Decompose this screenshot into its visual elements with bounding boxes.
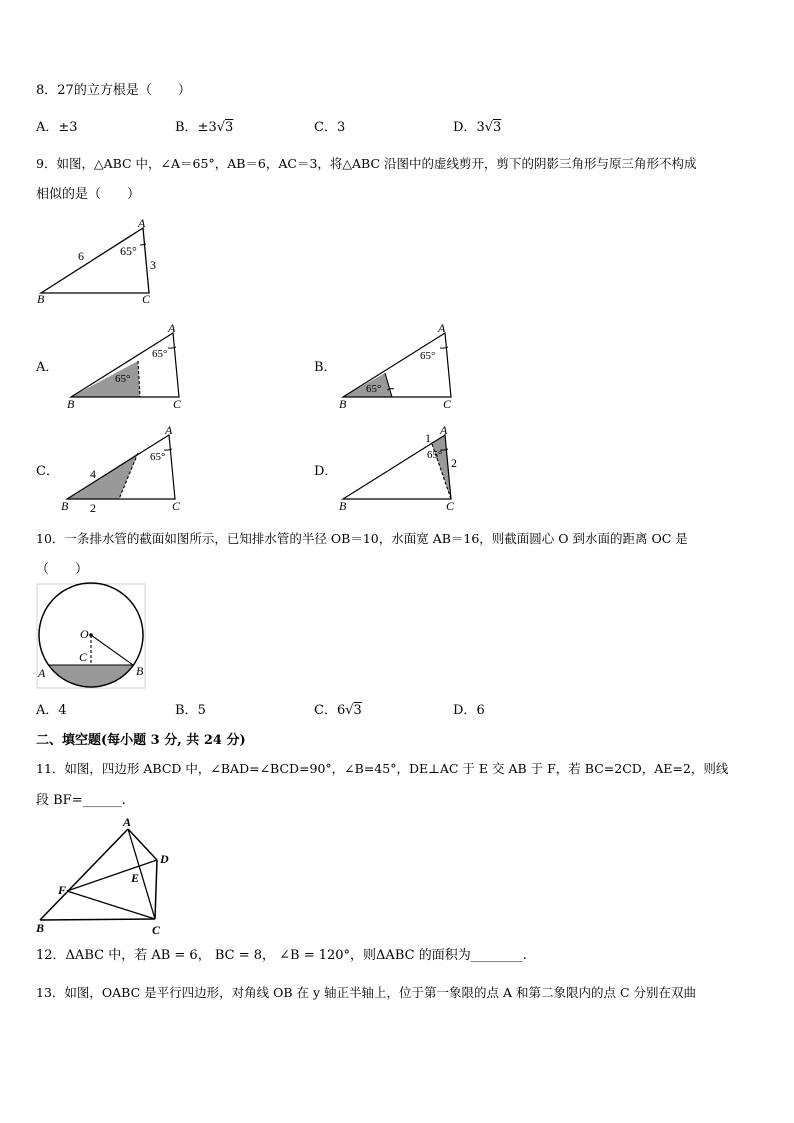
- vertex-a-label: A: [138, 216, 146, 230]
- point-e-label: E: [131, 871, 140, 885]
- vertex-a-label: A: [168, 321, 176, 335]
- q10-option-d: D．6: [453, 703, 485, 718]
- q9-option-b-figure: [332, 320, 462, 415]
- q10-option-b: B．5: [175, 703, 206, 718]
- segment-length-1: 1: [425, 431, 431, 445]
- q9-main-triangle-figure: [30, 215, 160, 305]
- vertex-b-label: B: [61, 499, 69, 513]
- sqrt-radical-icon: √: [345, 703, 354, 718]
- q8-option-c: C．3: [314, 120, 346, 135]
- vertex-b-label: B: [67, 397, 75, 411]
- point-a-label: A: [38, 666, 46, 680]
- side-ac-length: 3: [150, 258, 156, 272]
- q12-stem: 12．ΔABC 中，若 AB = 6， BC = 8， ∠B = 120°，则ΔABC 的面积为________.: [36, 948, 527, 963]
- vertex-a-label: A: [438, 321, 446, 335]
- sqrt-radical-icon: √: [484, 120, 494, 135]
- q9-option-c-letter: C．: [36, 464, 59, 479]
- angle-a-label: 65°: [427, 449, 443, 461]
- vertex-b-label: B: [339, 397, 347, 411]
- vertex-c-label: C: [142, 292, 151, 306]
- vertex-b-label: B: [37, 292, 45, 306]
- q10-stem-line1: 10．一条排水管的截面如图所示，已知排水管的半径 OB＝10，水面宽 AB＝16，则截面圆心 O 到水面的距离 OC 是: [36, 531, 688, 546]
- point-f-label: F: [58, 883, 67, 897]
- center-o-label: O: [80, 627, 89, 641]
- segment-length-4: 4: [90, 467, 96, 481]
- q9-option-c-figure: [56, 422, 186, 522]
- point-b-label: B: [136, 664, 144, 678]
- point-c-label: C: [79, 650, 88, 664]
- q8-option-b: B．±3√3: [175, 120, 234, 135]
- angle-a-label: 65°: [120, 244, 137, 258]
- angle-cut-label: 65°: [366, 383, 382, 395]
- q9-option-d-letter: D．: [314, 464, 338, 479]
- angle-a-label: 65°: [152, 348, 168, 360]
- q9-option-a-figure: [60, 320, 190, 415]
- q11-quadrilateral-figure: [34, 815, 184, 940]
- vertex-a-label: A: [440, 423, 448, 437]
- angle-a-label: 65°: [150, 451, 166, 463]
- sqrt-radical-icon: √: [216, 120, 226, 135]
- vertex-b-label: B: [36, 921, 45, 935]
- segment-length-2: 2: [90, 501, 96, 515]
- q8-stem: 8．27的立方根是（ ）: [36, 83, 191, 98]
- vertex-c-label: C: [446, 499, 455, 513]
- section-title: 二、填空题(每小题 3 分, 共 24 分): [36, 733, 246, 748]
- q10-stem-line2: （ ）: [36, 562, 89, 577]
- q13-stem: 13．如图，OABC 是平行四边形，对角线 OB 在 y 轴正半轴上，位于第一象限的点 A 和第二象限内的点 C 分别在双曲: [36, 985, 697, 1000]
- vertex-c-label: C: [172, 499, 181, 513]
- q10-option-c: C．6√3: [314, 703, 362, 718]
- q11-stem-line1: 11．如图，四边形 ABCD 中，∠BAD=∠BCD=90°，∠B=45°，DE⊥AC 于 E 交 AB 于 F，若 BC=2CD，AE=2，则线: [36, 761, 729, 776]
- vertex-a-label: A: [165, 423, 173, 437]
- vertex-a-label: A: [123, 815, 132, 829]
- angle-a-label: 65°: [420, 350, 436, 362]
- angle-cut-label: 65°: [115, 373, 131, 385]
- q9-stem-line2: 相似的是（ ）: [36, 187, 141, 202]
- vertex-c-label: C: [173, 397, 182, 411]
- segment-length-2: 2: [451, 456, 457, 470]
- vertex-c-label: C: [152, 923, 161, 937]
- q9-option-a-letter: A．: [36, 360, 59, 375]
- q8-option-d: D．3√3: [453, 120, 502, 135]
- side-ab-length: 6: [78, 249, 84, 263]
- q11-stem-line2: 段 BF=______.: [36, 793, 126, 808]
- vertex-c-label: C: [443, 397, 452, 411]
- q10-pipe-figure: [36, 583, 156, 691]
- q9-option-b-letter: B．: [314, 360, 337, 375]
- q8-option-a: A．±3: [36, 120, 78, 135]
- vertex-d-label: D: [160, 852, 169, 866]
- q10-option-a: A．4: [36, 703, 67, 718]
- vertex-b-label: B: [339, 499, 347, 513]
- q9-option-d-figure: [332, 422, 462, 522]
- q9-stem-line1: 9．如图，△ABC 中，∠A＝65°，AB＝6，AC＝3，将△ABC 沿图中的虚线剪开，剪下的阴影三角形与原三角形不构成: [36, 156, 697, 171]
